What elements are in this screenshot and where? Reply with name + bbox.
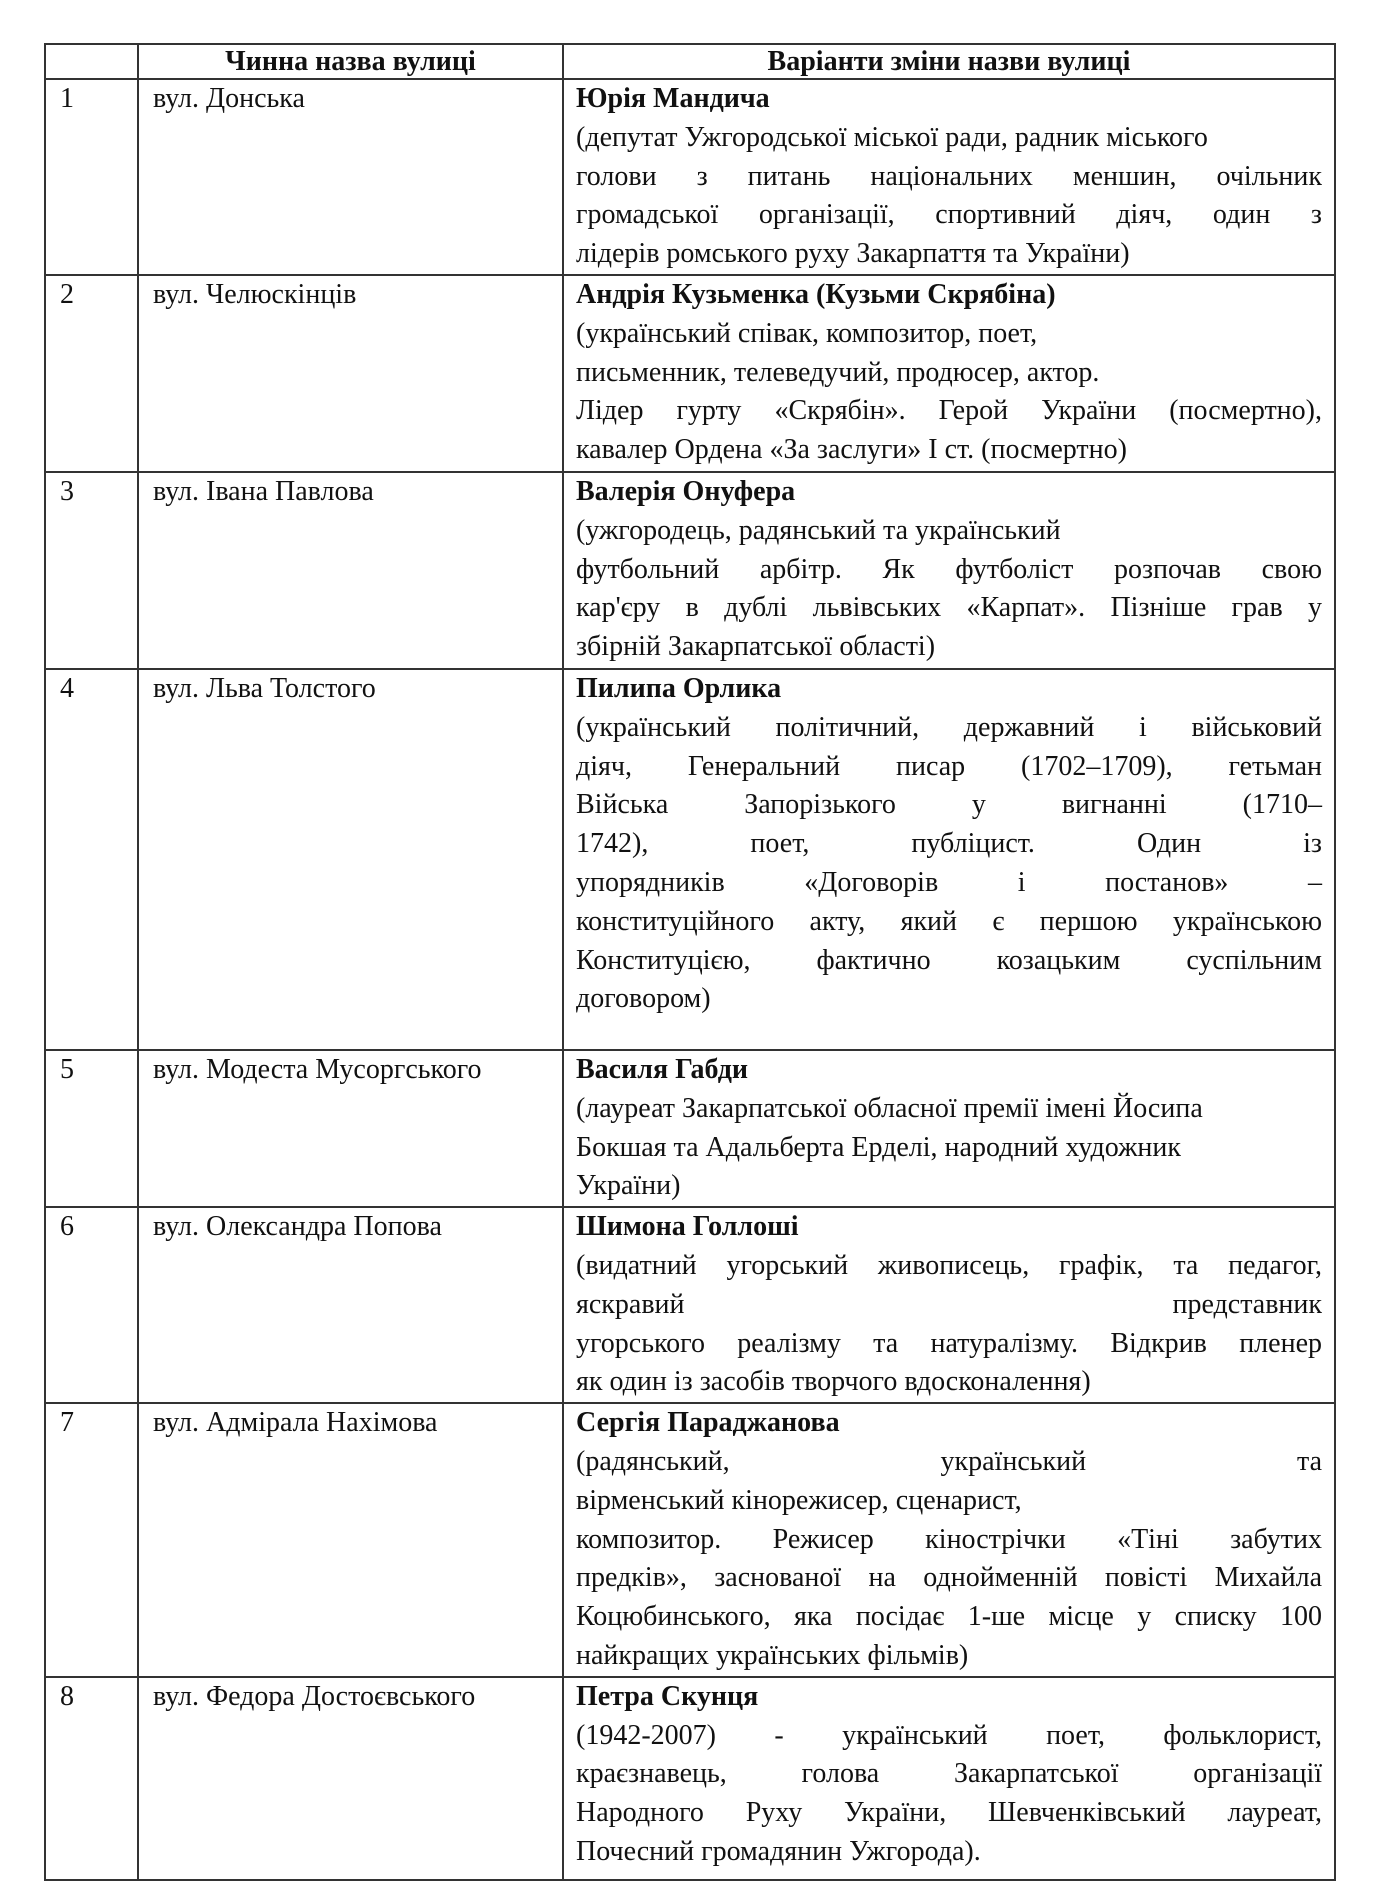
description-line: предків», заснованої на однойменній повісті Михайла [576, 1562, 1322, 1594]
row-number: 5 [45, 1050, 138, 1207]
description-line: кар'єру в дублі львівських «Карпат». Пізніше грав у [576, 592, 1322, 624]
row-number: 1 [45, 79, 138, 275]
description-line: Лідер гурту «Скрябін». Герой України (посмертно), [576, 395, 1322, 427]
proposed-name: Петра Скунця [576, 1680, 759, 1712]
description-line: футбольний арбітр. Як футболіст розпочав свою [576, 553, 1322, 585]
table-row [45, 1207, 1335, 1403]
table-row [45, 79, 1335, 275]
current-street-name: вул. Льва Толстого [138, 669, 563, 1050]
proposed-name: Шимона Голлоші [576, 1211, 799, 1243]
proposed-name: Юрія Мандича [576, 83, 770, 114]
description-line: договором) [576, 983, 711, 1015]
description-line: громадської організації, спортивний діяч, один з [576, 199, 1322, 231]
header-current-street-name: Чинна назва вулиці [138, 44, 563, 79]
row-number: 2 [45, 275, 138, 472]
rename-option-cell [563, 472, 1335, 669]
description-line: збірній Закарпатської області) [576, 631, 936, 663]
description-line: (лауреат Закарпатської обласної премії імені Йосипа [576, 1092, 1203, 1124]
description-line: угорського реалізму та натуралізму. Відкрив пленер [576, 1327, 1322, 1359]
rename-option-cell [563, 669, 1335, 1050]
current-street-name: вул. Олександра Попова [138, 1207, 563, 1403]
proposed-name: Сергія Параджанова [576, 1407, 840, 1439]
description-line: (ужгородець, радянський та український [576, 514, 1061, 546]
table-row [45, 669, 1335, 1050]
description-line: лідерів ромського руху Закарпаття та України) [576, 238, 1130, 270]
current-street-name: вул. Адмірала Нахімова [138, 1403, 563, 1677]
description-line: письменник, телеведучий, продюсер, актор. [576, 356, 1100, 388]
rename-option-cell [563, 1403, 1335, 1677]
rename-option-cell [563, 275, 1335, 472]
table-row [45, 1403, 1335, 1677]
header-rename-options: Варіанти зміни назви вулиці [563, 44, 1335, 79]
description-line: композитор. Режисер кінострічки «Тіні забутих [576, 1523, 1322, 1555]
table-row [45, 1677, 1335, 1880]
proposed-name: Валерія Онуфера [576, 475, 796, 507]
description-line: (депутат Ужгородської міської ради, радник міського [576, 121, 1208, 153]
row-number: 3 [45, 472, 138, 669]
proposed-name: Пилипа Орлика [576, 672, 782, 704]
description-line: яскравий представник [576, 1288, 1322, 1320]
description-line: Почесний громадянин Ужгорода). [576, 1835, 981, 1867]
description-line: упорядників «Договорів і постанов» – [576, 866, 1322, 898]
proposed-name: Василя Габди [576, 1053, 749, 1085]
description-line: як один із засобів творчого вдосконалення) [576, 1366, 1091, 1398]
current-street-name: вул. Донська [138, 79, 563, 275]
rename-option-cell [563, 79, 1335, 275]
description-line: Бокшая та Адальберта Ерделі, народний художник [576, 1131, 1181, 1163]
description-line: вірменський кінорежисер, сценарист, [576, 1484, 1022, 1516]
table-header-row [45, 44, 1335, 79]
description-line: України) [576, 1170, 681, 1202]
current-street-name: вул. Івана Павлова [138, 472, 563, 669]
description-line: 1742), поет, публіцист. Один із [576, 828, 1322, 860]
row-number: 8 [45, 1677, 138, 1880]
table-row [45, 472, 1335, 669]
row-number: 6 [45, 1207, 138, 1403]
current-street-name: вул. Модеста Мусоргського [138, 1050, 563, 1207]
description-line: кавалер Ордена «За заслуги» І ст. (посмертно) [576, 434, 1127, 466]
description-line: (видатний угорський живописець, графік, та педагог, [576, 1249, 1322, 1281]
row-number: 4 [45, 669, 138, 1050]
rename-option-cell [563, 1677, 1335, 1880]
description-line: (1942-2007) - український поет, фольклорист, [576, 1719, 1322, 1751]
description-line: Конституцією, фактично козацьким суспільним [576, 944, 1322, 976]
proposed-name: Андрія Кузьменка (Кузьми Скрябіна) [576, 278, 1056, 310]
street-renaming-table [44, 43, 1336, 1881]
description-line: (український політичний, державний і військовий [576, 711, 1322, 743]
description-line: Коцюбинського, яка посідає 1-ше місце у списку 100 [576, 1601, 1322, 1633]
rename-option-cell [563, 1050, 1335, 1207]
current-street-name: вул. Челюскінців [138, 275, 563, 472]
description-line: (радянський, український та [576, 1445, 1322, 1477]
table-row [45, 1050, 1335, 1207]
row-number: 7 [45, 1403, 138, 1677]
description-line: Народного Руху України, Шевченківський лауреат, [576, 1797, 1322, 1829]
description-line: діяч, Генеральний писар (1702–1709), гетьман [576, 750, 1322, 782]
description-line: конституційного акту, який є першою українською [576, 905, 1322, 937]
description-line: краєзнавець, голова Закарпатської організації [576, 1758, 1322, 1790]
description-line: голови з питань національних меншин, очільник [576, 160, 1322, 192]
rename-option-cell [563, 1207, 1335, 1403]
description-line: найкращих українських фільмів) [576, 1639, 969, 1671]
current-street-name: вул. Федора Достоєвського [138, 1677, 563, 1880]
description-line: Війська Запорізького у вигнанні (1710– [576, 789, 1322, 821]
table-row [45, 275, 1335, 472]
description-line: (український співак, композитор, поет, [576, 317, 1038, 349]
header-number [45, 44, 138, 79]
